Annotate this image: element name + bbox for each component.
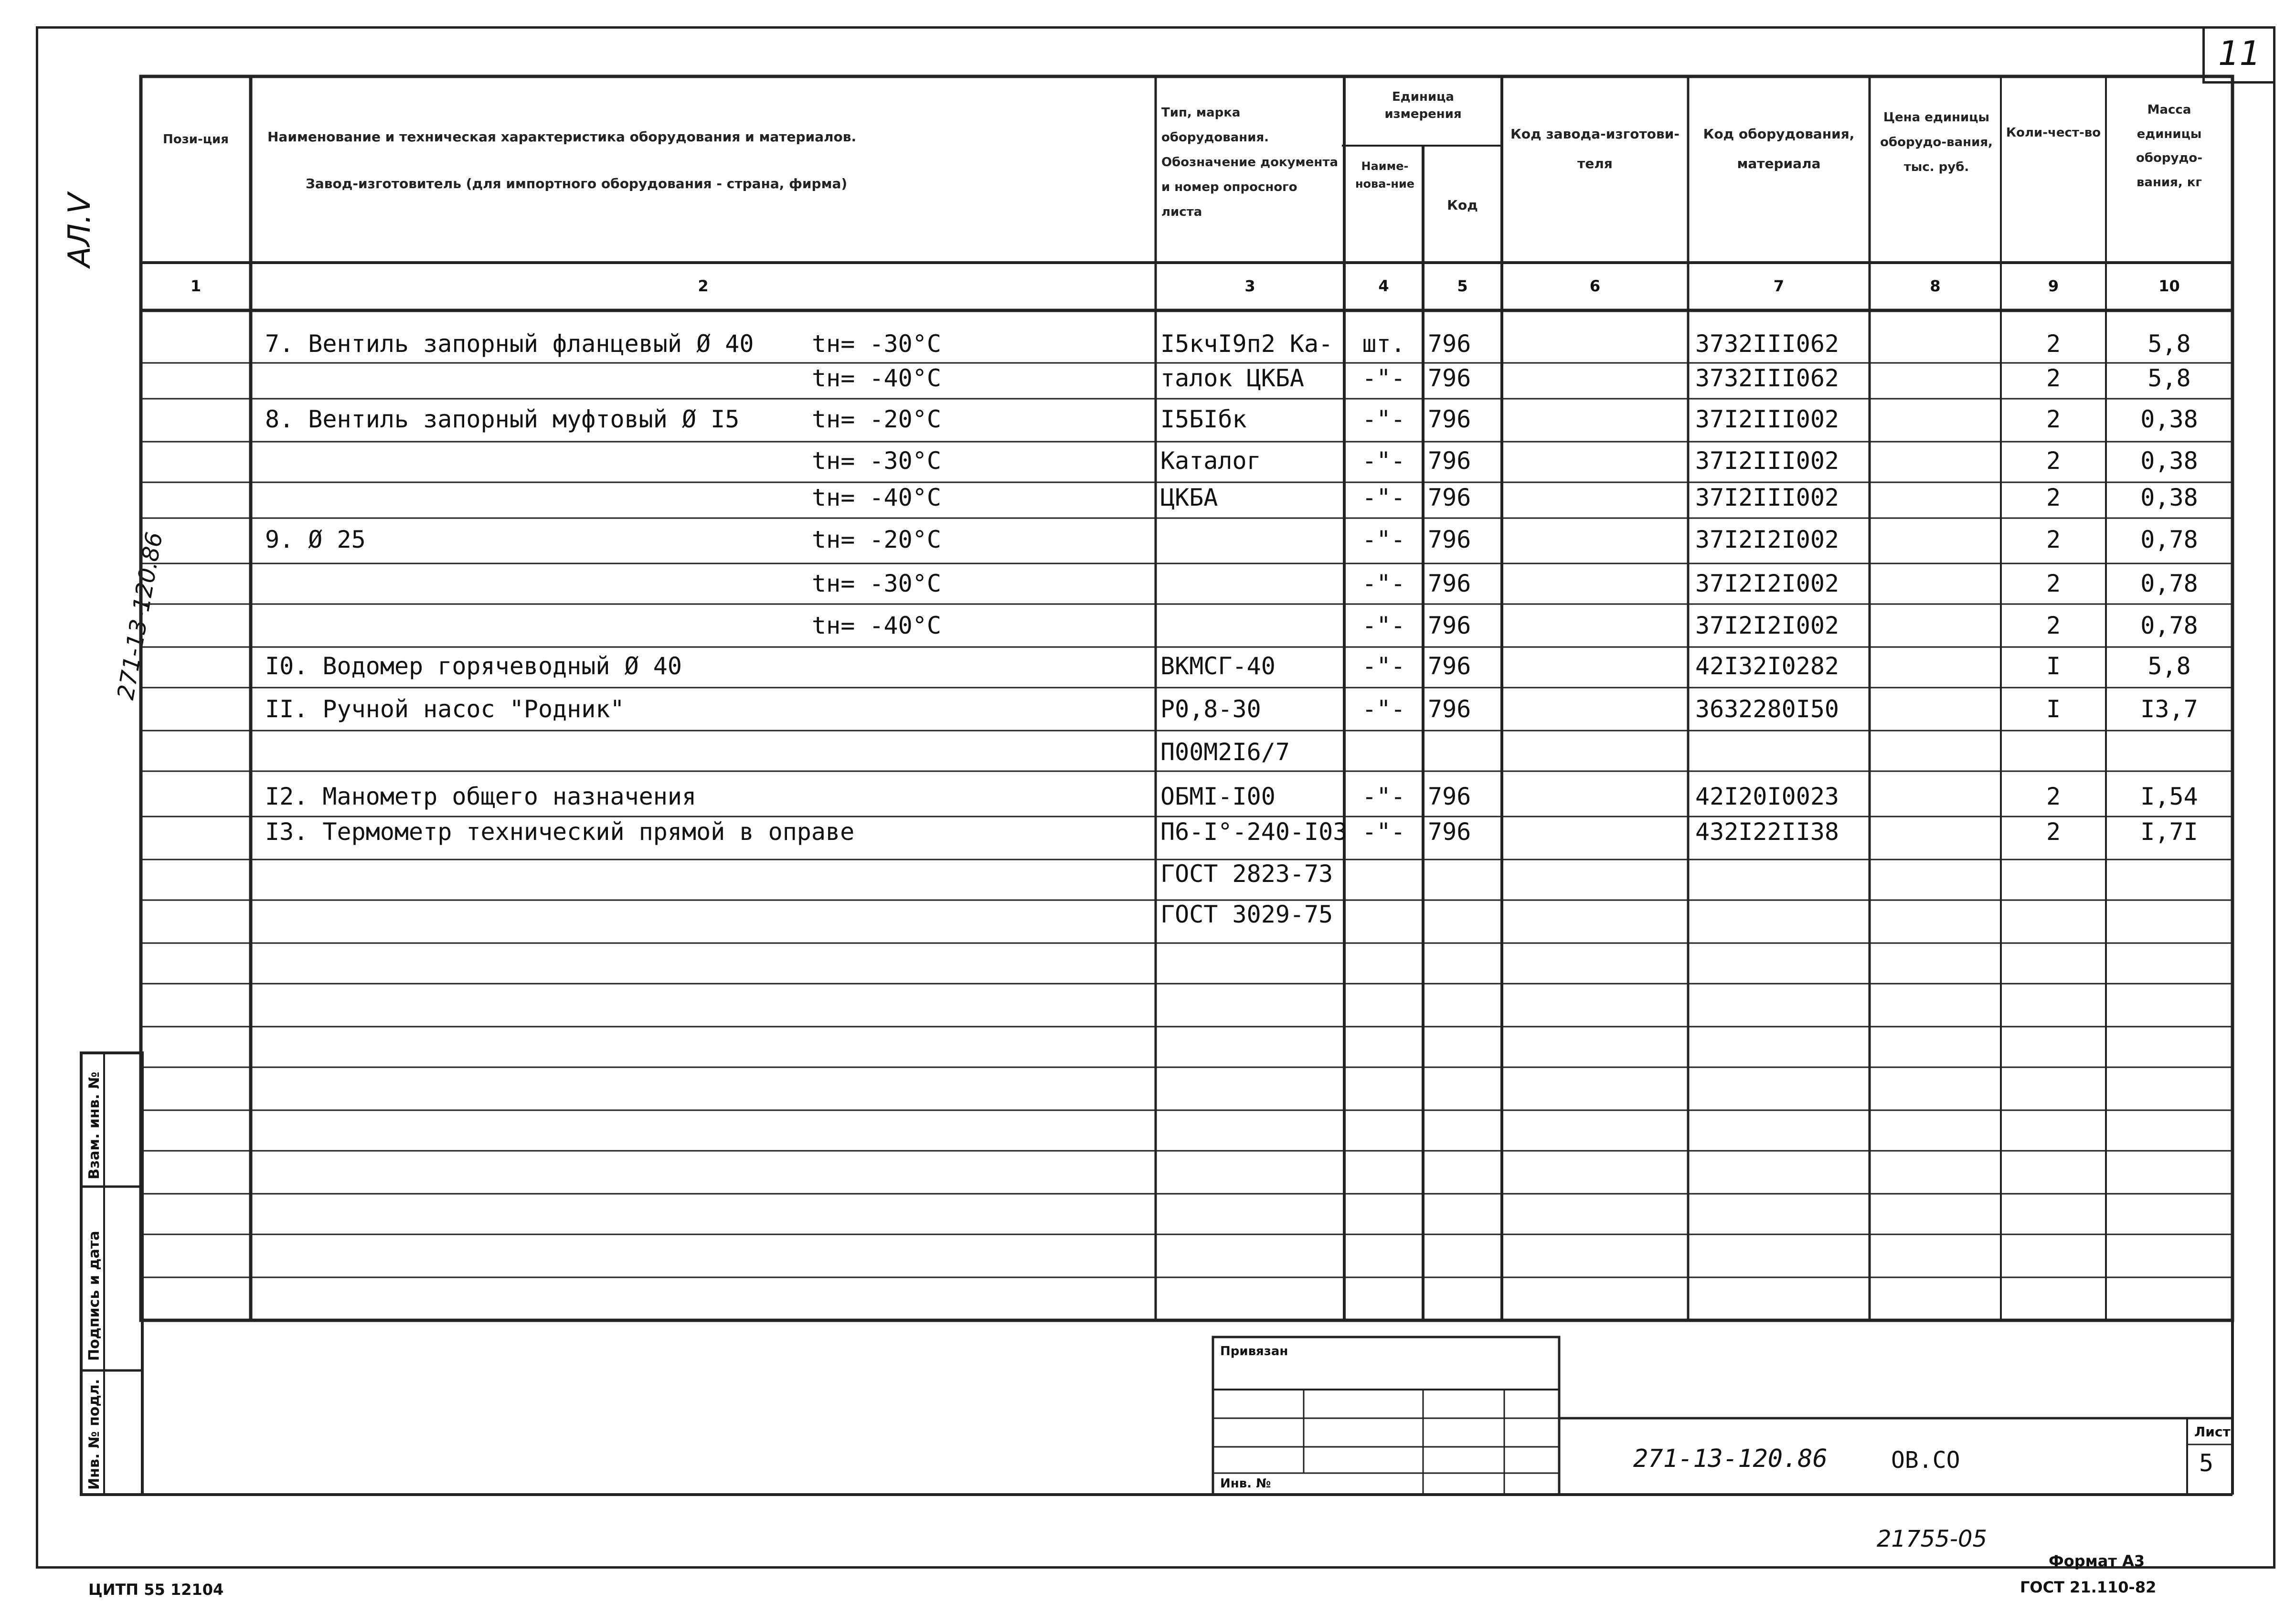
- row-quantity: I: [2046, 695, 2061, 723]
- stamp-signature-date: Подпись и дата: [86, 1231, 103, 1361]
- row-unit-code: 796: [1428, 570, 1471, 597]
- row-quantity: [2001, 860, 2106, 888]
- row-unit-code: 796: [1428, 612, 1471, 639]
- row-mass: I,54: [2140, 783, 2198, 810]
- row-temperature: tн= -30°С: [812, 330, 941, 358]
- row-unit-code: 796: [1428, 364, 1471, 392]
- row-unit-name: -"-: [1362, 570, 1405, 597]
- row-quantity: 2: [2046, 447, 2061, 475]
- row-unit-name: -"-: [1362, 783, 1405, 810]
- header-name-line2: Завод-изготовитель (для импортного оборудования - страна, фирма): [306, 176, 848, 191]
- row-unit-code: 796: [1428, 484, 1471, 511]
- row-unit-name: -"-: [1362, 526, 1405, 553]
- row-unit-name: шт.: [1362, 330, 1405, 358]
- standard-label: ГОСТ 21.110-82: [2020, 1578, 2157, 1596]
- header-quantity: Коли-чест-во: [2006, 126, 2101, 140]
- row-material-code: 37I2I2I002: [1695, 612, 1839, 639]
- sheet-label: Лист: [2194, 1424, 2231, 1440]
- attached-label: Привязан: [1220, 1344, 1288, 1359]
- row-mass: [2106, 860, 2232, 888]
- col-number: 1: [190, 277, 202, 295]
- stamp-original-inv: Инв. № подл.: [86, 1379, 103, 1490]
- col-number: 8: [1930, 277, 1941, 295]
- row-name: I3. Термометр технический прямой в оправе: [265, 818, 855, 846]
- row-type: П00М2I6/7: [1160, 738, 1290, 766]
- row-unit-code: 796: [1428, 695, 1471, 723]
- row-type: ОБМI-I00: [1160, 783, 1276, 810]
- row-quantity: 2: [2046, 484, 2061, 511]
- row-quantity: 2: [2046, 612, 2061, 639]
- header-unit-group: Единица измерения: [1384, 90, 1462, 122]
- row-material-code: 3732III062: [1695, 330, 1839, 358]
- header-mass: Масса единицы оборудо-вания, кг: [2136, 103, 2203, 190]
- row-unit-name: -"-: [1362, 695, 1405, 723]
- row-unit-name: -"-: [1362, 818, 1405, 846]
- row-temperature: tн= -20°С: [812, 405, 941, 433]
- row-quantity: 2: [2046, 405, 2061, 433]
- row-material-code: 42I20I0023: [1695, 783, 1839, 810]
- row-unit-code: 796: [1428, 330, 1471, 358]
- row-quantity: 2: [2046, 783, 2061, 810]
- row-type: I5кчI9п2 Ка-: [1160, 330, 1333, 358]
- row-type: Каталог: [1160, 447, 1261, 475]
- row-type: I5БIбк: [1160, 405, 1247, 433]
- col-number: 4: [1378, 277, 1389, 295]
- row-type: талок ЦКБА: [1160, 364, 1305, 392]
- row-material-code: 3632280I50: [1695, 695, 1839, 723]
- row-mass: 5,8: [2147, 652, 2191, 680]
- row-temperature: tн= -40°С: [812, 364, 941, 392]
- row-name: 9. Ø 25: [265, 526, 366, 553]
- header-price: Цена единицы оборудо-вания, тыс. руб.: [1880, 110, 1993, 174]
- row-temperature: tн= -20°С: [812, 526, 941, 553]
- row-mass: 0,38: [2140, 447, 2198, 475]
- row-quantity: 2: [2046, 526, 2061, 553]
- doc-code: 271-13-120.86: [1633, 1444, 1828, 1473]
- row-type: ВКМСГ-40: [1160, 652, 1276, 680]
- col-number: 9: [2048, 277, 2059, 295]
- row-quantity: 2: [2046, 364, 2061, 392]
- row-mass: 0,38: [2140, 484, 2198, 511]
- row-unit-code: 796: [1428, 652, 1471, 680]
- row-unit-name: [1344, 860, 1423, 888]
- header-factory-code: Код завода-изготови-теля: [1510, 126, 1679, 171]
- row-mass: [2106, 900, 2232, 929]
- col-number: 5: [1457, 277, 1468, 295]
- inv-label: Инв. №: [1220, 1476, 1271, 1491]
- row-type: ГОСТ 3029-75: [1160, 901, 1333, 928]
- footer-left-code: ЦИТП 55 12104: [88, 1581, 224, 1599]
- row-unit-name: -"-: [1362, 364, 1405, 392]
- row-quantity: 2: [2046, 818, 2061, 846]
- row-unit-name: [1344, 738, 1423, 766]
- row-temperature: tн= -30°С: [812, 570, 941, 597]
- row-temperature: tн= -30°С: [812, 447, 941, 475]
- row-unit-name: -"-: [1362, 652, 1405, 680]
- header-type: Тип, марка оборудования. Обозначение документа и номер опросного листа: [1161, 106, 1339, 219]
- row-quantity: 2: [2046, 570, 2061, 597]
- row-mass: 0,78: [2140, 612, 2198, 639]
- col-number: 2: [698, 277, 709, 295]
- album-mark: АЛ.V: [62, 192, 97, 267]
- row-material-code: 37I2I2I002: [1695, 570, 1839, 597]
- row-material-code: 432I22II38: [1695, 818, 1839, 846]
- row-mass: 0,78: [2140, 526, 2198, 553]
- row-type: П6-I°-240-I03: [1160, 818, 1348, 846]
- row-material-code: 37I2III002: [1695, 405, 1839, 433]
- header-unit-name: Наиме-нова-ние: [1355, 159, 1415, 191]
- row-name: II. Ручной насос "Родник": [265, 695, 625, 723]
- row-unit-code: 796: [1428, 447, 1471, 475]
- row-quantity: 2: [2046, 330, 2061, 358]
- row-unit-code: 796: [1428, 818, 1471, 846]
- row-material-code: 3732III062: [1695, 364, 1839, 392]
- row-quantity: I: [2046, 652, 2061, 680]
- row-name: 8. Вентиль запорный муфтовый Ø I5: [265, 405, 740, 433]
- handwritten-number: 21755-05: [1877, 1526, 1988, 1552]
- header-position: Пози-ция: [163, 132, 229, 147]
- row-unit-name: -"-: [1362, 447, 1405, 475]
- col-number: 6: [1589, 277, 1601, 295]
- row-type: ГОСТ 2823-73: [1160, 860, 1333, 888]
- row-unit-name: [1344, 900, 1423, 929]
- row-quantity: [2001, 738, 2106, 766]
- row-type: ЦКБА: [1160, 484, 1218, 511]
- handwritten-doc-code: 271-13-120.86: [112, 530, 168, 702]
- row-temperature: tн= -40°С: [812, 484, 941, 511]
- row-mass: I3,7: [2140, 695, 2198, 723]
- row-unit-name: -"-: [1362, 612, 1405, 639]
- row-unit-code: 796: [1428, 526, 1471, 553]
- format-label: Формат А3: [2049, 1552, 2145, 1570]
- row-mass: 0,78: [2140, 570, 2198, 597]
- row-mass: [2106, 738, 2232, 766]
- row-quantity: [2001, 900, 2106, 929]
- row-unit-name: -"-: [1362, 405, 1405, 433]
- col-number: 3: [1244, 277, 1255, 295]
- row-mass: 5,8: [2147, 364, 2191, 392]
- row-material-code: 37I2III002: [1695, 447, 1839, 475]
- row-material-code: 37I2I2I002: [1695, 526, 1839, 553]
- header-name-line1: Наименование и техническая характеристика оборудования и материалов.: [267, 129, 857, 145]
- header-unit-code: Код: [1447, 197, 1478, 213]
- row-temperature: tн= -40°С: [812, 612, 941, 639]
- row-name: I2. Манометр общего назначения: [265, 783, 697, 810]
- row-type: Р0,8-30: [1160, 695, 1261, 723]
- row-mass: 0,38: [2140, 405, 2198, 433]
- row-unit-code: 796: [1428, 783, 1471, 810]
- col-number: 10: [2158, 277, 2180, 295]
- col-number: 7: [1773, 277, 1785, 295]
- stamp-replacement-inv: Взам. инв. №: [86, 1072, 103, 1179]
- row-mass: I,7I: [2140, 818, 2198, 846]
- row-unit-name: -"-: [1362, 484, 1405, 511]
- row-name: 7. Вентиль запорный фланцевый Ø 40: [265, 330, 754, 358]
- header-material-code: Код оборудования, материала: [1703, 126, 1855, 171]
- sheet-number: 5: [2199, 1449, 2214, 1477]
- row-unit-code: 796: [1428, 405, 1471, 433]
- corner-sheet-number: 11: [2202, 26, 2274, 84]
- row-mass: 5,8: [2147, 330, 2191, 358]
- doc-suffix: ОВ.СО: [1891, 1447, 1960, 1474]
- row-material-code: 37I2III002: [1695, 484, 1839, 511]
- row-material-code: 42I32I0282: [1695, 652, 1839, 680]
- row-name: I0. Водомер горячеводный Ø 40: [265, 652, 682, 680]
